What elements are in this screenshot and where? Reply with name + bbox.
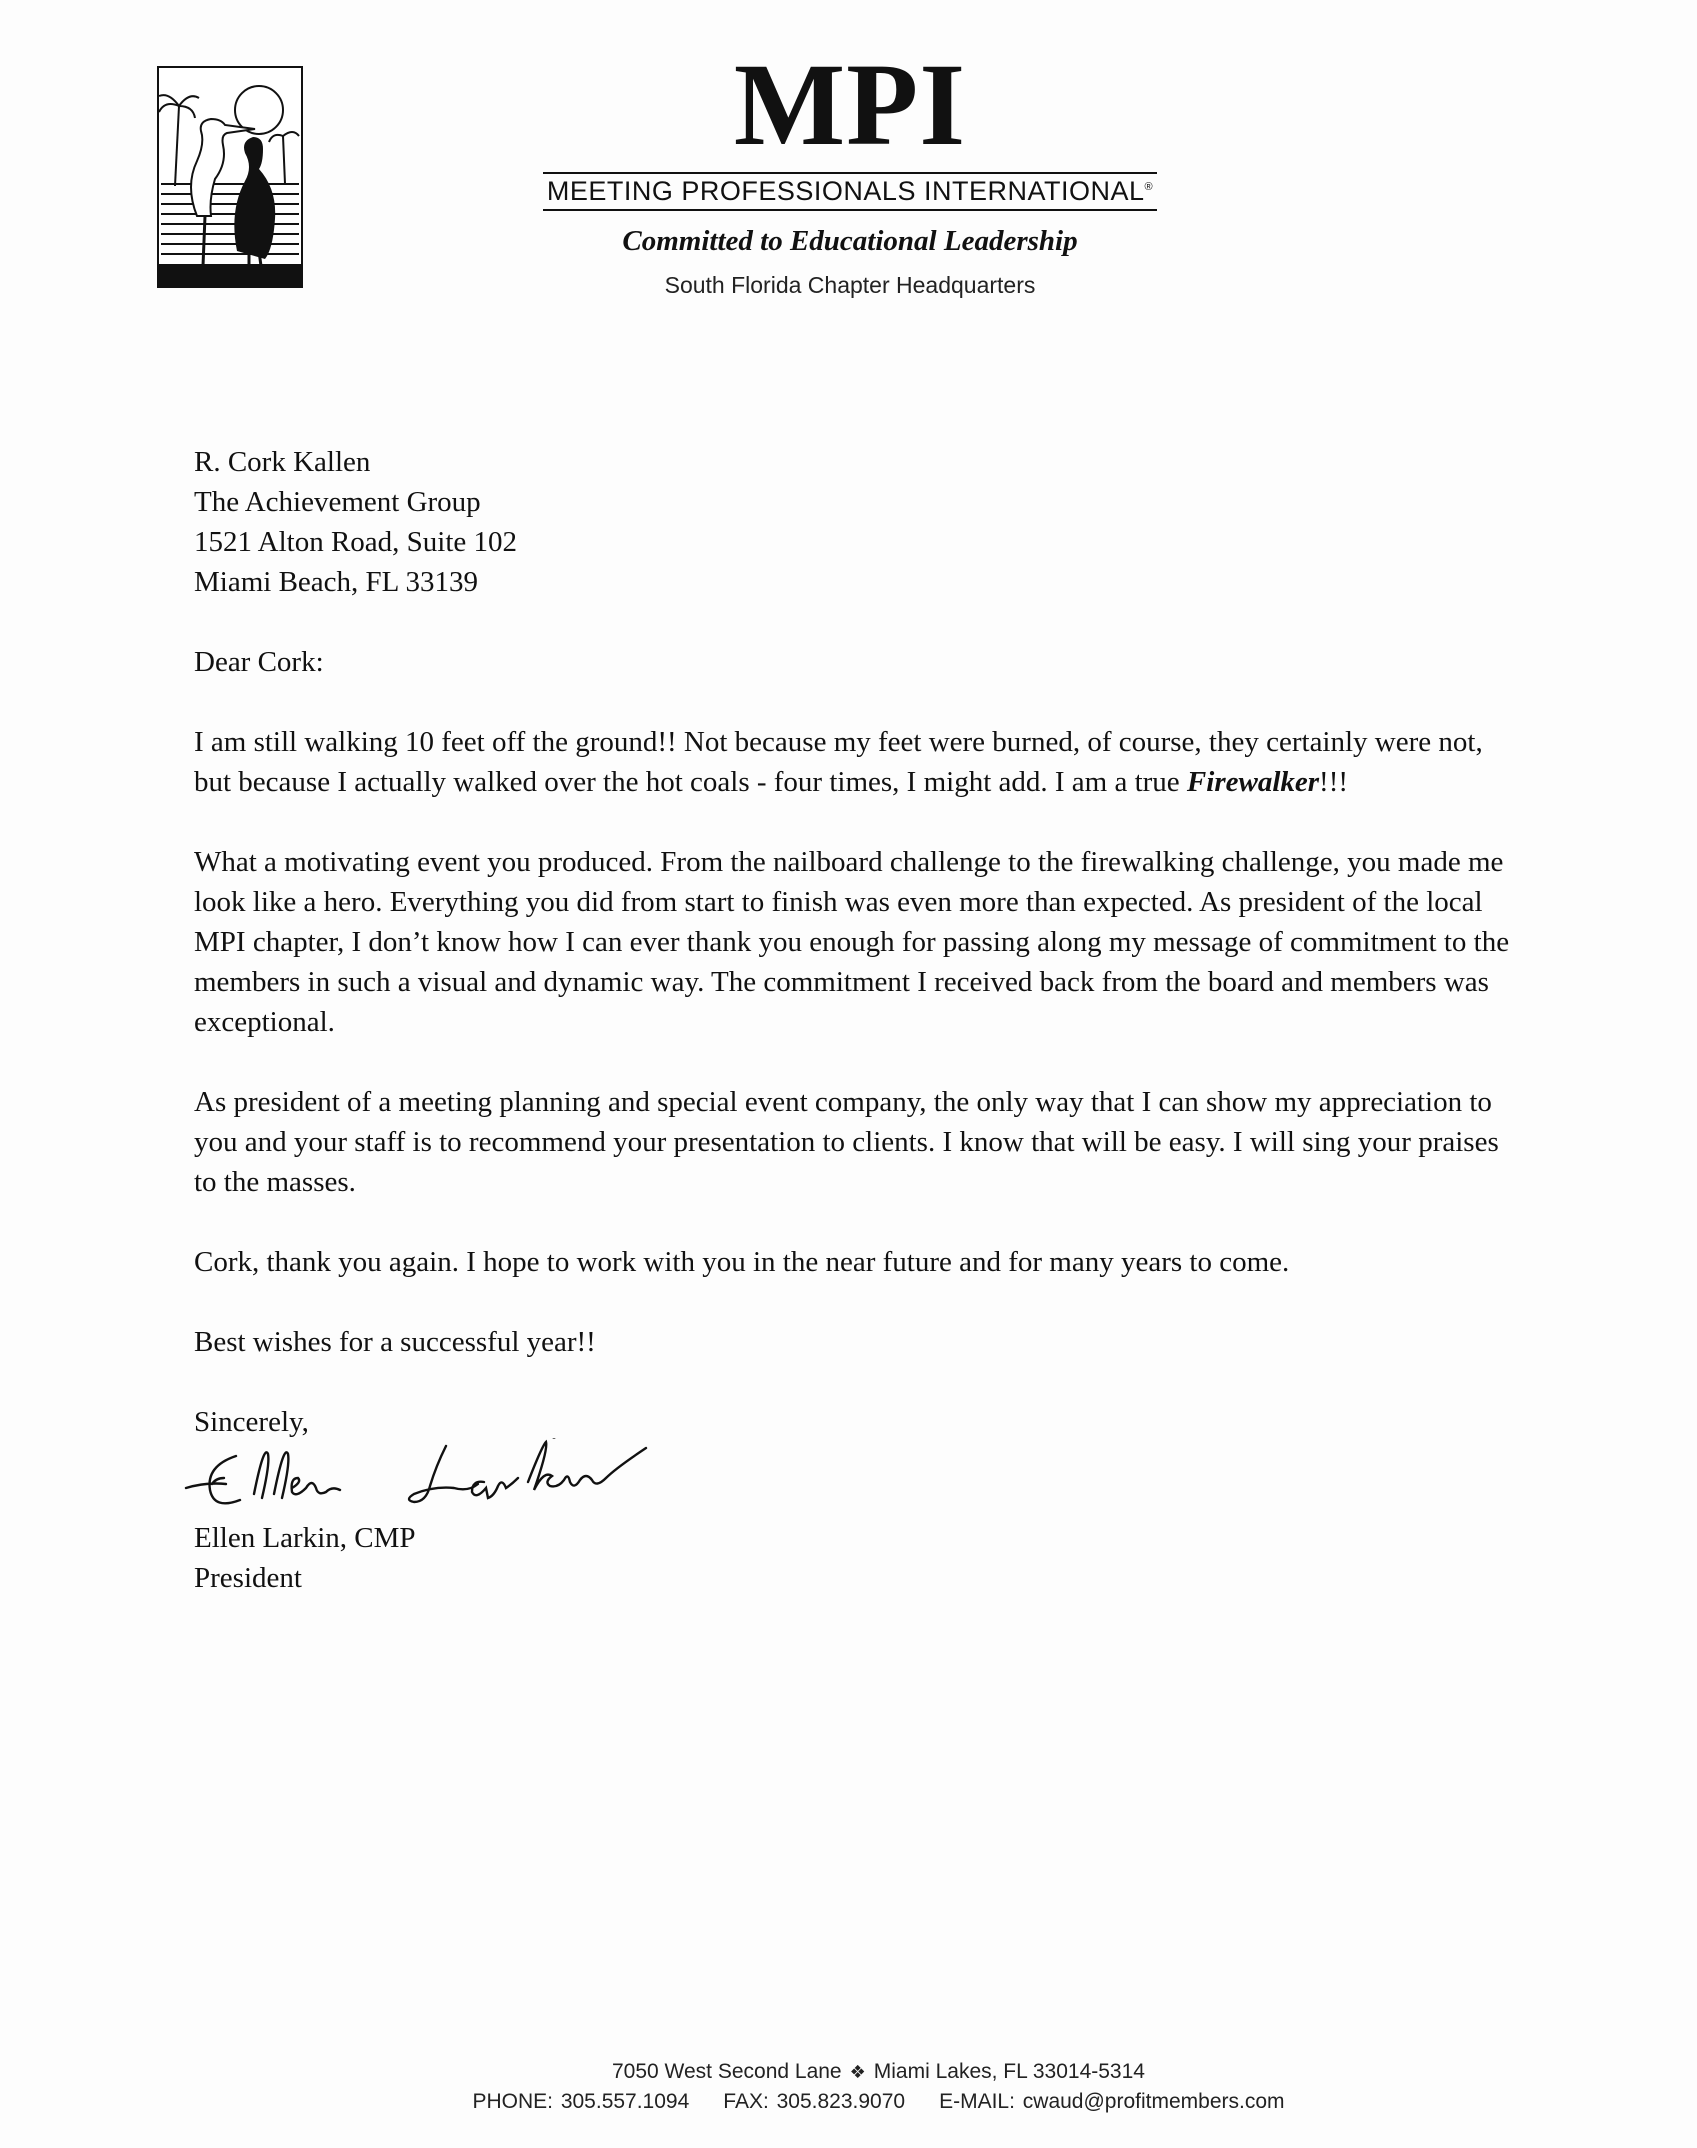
salutation: Dear Cork: (194, 646, 324, 678)
recipient-address (194, 442, 1524, 602)
signer-title: President (194, 1562, 302, 1594)
footer-address (60, 2060, 1697, 2084)
letter-body (194, 442, 1524, 1598)
signer-name: Ellen Larkin, CMP (194, 1522, 416, 1554)
org-full-name: MEETING PROFESSIONALS INTERNATIONAL® (543, 172, 1157, 211)
paragraph-1: I am still walking 10 feet off the ground!! Not because my feet were burned, of course, they certainly were not, but because I actually walked over the hot coals - four times, I might add. I am a true Firewalker!!! (194, 726, 1483, 798)
handwritten-signature (184, 1438, 744, 1518)
footer-city: Miami Lakes, FL 33014-5314 (873, 2060, 1145, 2083)
recipient-line: 1521 Alton Road, Suite 102 (194, 526, 518, 558)
paragraph-3: As president of a meeting planning and special event company, the only way that I can show my appreciation to you and your staff is to recommend your presentation to clients. I know that will be easy. I will sing your praises to the masses. (194, 1086, 1499, 1198)
footer-email: E-MAIL: cwaud@profitmembers.com (939, 2090, 1285, 2113)
recipient-line: R. Cork Kallen (194, 446, 371, 478)
signature-block (194, 1402, 1524, 1598)
firewalker-emphasis: Firewalker (1186, 766, 1320, 798)
org-tagline: Committed to Educational Leadership (622, 225, 1078, 257)
footer-phone: PHONE: 305.557.1094 (472, 2090, 690, 2113)
registered-mark: ® (1144, 181, 1154, 193)
letterhead-footer (0, 2060, 1697, 2114)
footer-fax: FAX: 305.823.9070 (723, 2090, 906, 2113)
letterhead (530, 39, 1170, 299)
mpi-heron-logo (157, 66, 303, 288)
chapter-name: South Florida Chapter Headquarters (664, 272, 1036, 298)
closing: Sincerely, (194, 1406, 309, 1438)
recipient-line: Miami Beach, FL 33139 (194, 566, 479, 598)
paragraph-5: Best wishes for a successful year!! (194, 1326, 596, 1358)
footer-street: 7050 West Second Lane (612, 2060, 842, 2083)
footer-contacts (60, 2090, 1697, 2114)
recipient-line: The Achievement Group (194, 486, 481, 518)
paragraph-2: What a motivating event you produced. From the nailboard challenge to the firewalking challenge, you made me look like a hero. Everything you did from start to finish was even more than expected. As president of the local MPI chapter, I don’t know how I can ever thank you enough for passing along my message of commitment to the members in such a visual and dynamic way. The commitment I received back from the board and members was exceptional. (194, 846, 1510, 1038)
paragraph-4: Cork, thank you again. I hope to work with you in the near future and for many years to come. (194, 1246, 1290, 1278)
separator-diamond-icon: ❖ (849, 2062, 866, 2082)
org-short-name: MPI (733, 39, 967, 170)
